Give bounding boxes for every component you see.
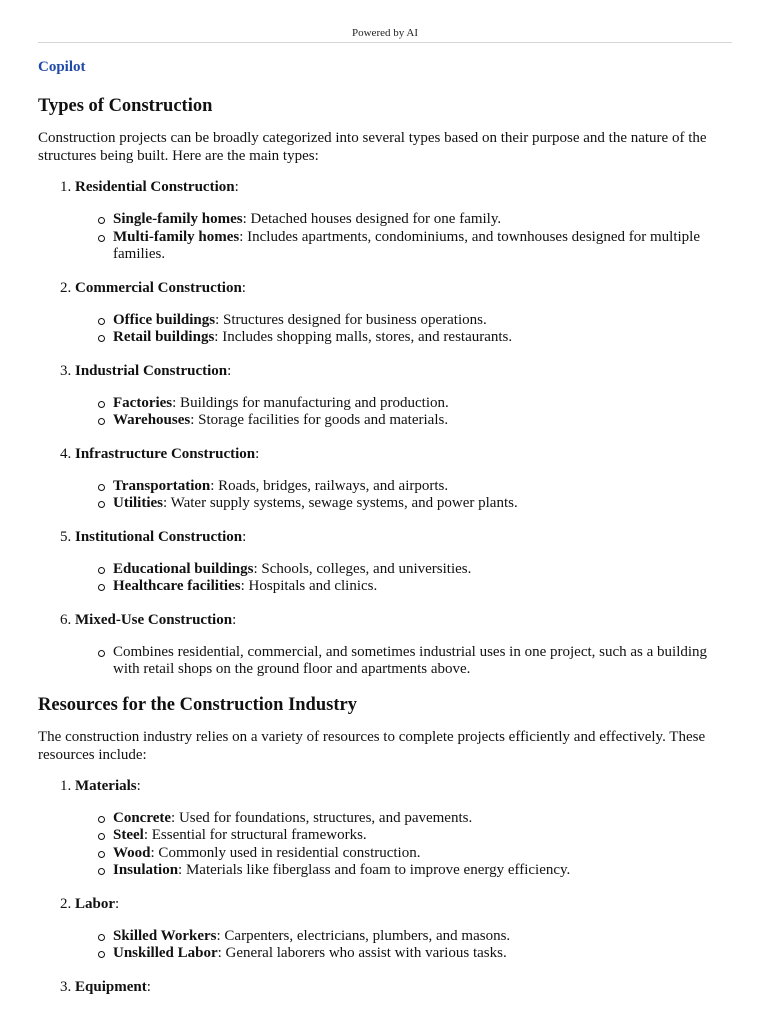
construction-type-item: 3. Industrial Construction: Factories: Buildings for manufacturing and production. Warehouses: Storage facilities for goods and materials.: [75, 362, 728, 430]
sublist-item-term: Insulation: [113, 862, 179, 878]
section-resources-title: Resources for the Construction Industry: [38, 694, 357, 715]
construction-type-item-title: Residential Construction: [75, 179, 235, 195]
powered-by-header: [38, 26, 732, 43]
construction-type-item-title: Commercial Construction: [75, 279, 242, 296]
resource-item-title: Materials: [75, 777, 137, 794]
sublist-item-description: : Structures designed for business operations.: [215, 311, 487, 328]
construction-types-list: [38, 178, 728, 679]
construction-type-sublist: [75, 478, 728, 513]
sublist-item: [113, 495, 728, 513]
resource-item-title: Labor: [75, 895, 116, 912]
sublist-item-description: : Schools, colleges, and universities.: [253, 560, 472, 577]
sublist-item-description: : Includes apartments, condominiums, and townhouses designed for multiple families.: [113, 228, 700, 262]
sublist-item-description: : Carpenters, electricians, plumbers, and masons.: [216, 927, 511, 944]
construction-type-item-title: Industrial Construction: [75, 362, 228, 379]
section-types-title: Types of Construction: [38, 96, 213, 116]
sublist-item-description: : Water supply systems, sewage systems, and power plants.: [163, 495, 518, 511]
sublist-item: [113, 945, 728, 963]
sublist-item: [113, 229, 728, 264]
sublist-item-description: : Roads, bridges, railways, and airports.: [210, 477, 449, 494]
powered-by-label: Powered by AI: [352, 27, 418, 39]
sublist-item: [113, 845, 728, 863]
sublist-item-term: Concrete: [113, 809, 172, 826]
construction-type-item-title: Institutional Construction: [75, 528, 243, 545]
sublist-item-term: Multi-family homes: [113, 228, 240, 245]
sublist-item-description: : Buildings for manufacturing and production.: [172, 394, 449, 411]
sublist-item-term: Unskilled Labor: [113, 945, 218, 961]
sublist-item: [113, 478, 728, 496]
sublist-item: [113, 329, 728, 347]
sublist-item-description: : Materials like fiberglass and foam to improve energy efficiency.: [178, 862, 571, 878]
sublist-item-term: Retail buildings: [113, 329, 215, 345]
construction-type-item: 5. Institutional Construction: Educational buildings: Schools, colleges, and universities. Healthcare facilities: Hospitals and clinics.: [75, 528, 728, 596]
sublist-item-description: : Storage facilities for goods and materials.: [190, 412, 449, 428]
message-content: [38, 57, 728, 1011]
sublist-item-description: : Detached houses designed for one family.: [242, 211, 502, 227]
sublist-item-term: Wood: [113, 844, 151, 861]
construction-type-item-title: Infrastructure Construction: [75, 445, 256, 462]
sublist-item-description: : Hospitals and clinics.: [240, 578, 378, 594]
construction-type-item: 1. Residential Construction: Single-family homes: Detached houses designed for one family. Multi-family homes: Includes apartments, condominiums, and townhouses designed for multiple families.: [75, 178, 728, 264]
sublist-item-description: Combines residential, commercial, and sometimes industrial uses in one project, such as a building with retail shops on the ground floor and apartments above.: [113, 643, 708, 677]
sublist-item-term: Warehouses: [113, 412, 191, 428]
construction-type-sublist: [75, 644, 728, 679]
construction-type-item: 4. Infrastructure Construction: Transportation: Roads, bridges, railways, and airports. Utilities: Water supply systems, sewage systems, and power plants.: [75, 445, 728, 513]
sublist-item-description: : Used for foundations, structures, and pavements.: [171, 809, 473, 826]
resource-item: 3. Equipment:: [75, 978, 728, 996]
sublist-item: [113, 862, 728, 880]
sublist-item: [113, 412, 728, 430]
resource-item: 1. Materials: Concrete: Used for foundations, structures, and pavements. Steel: Essential for structural frameworks. Wood: Commonly used in residential construction. Insulation: Materials like fiberglass and foam to improve energy efficiency.: [75, 777, 728, 880]
sublist-item-term: Healthcare facilities: [113, 578, 241, 594]
sublist-item: [113, 928, 728, 946]
sublist-item-description: : Includes shopping malls, stores, and restaurants.: [214, 329, 513, 345]
sublist-item: [113, 395, 728, 413]
construction-resources-list: [38, 777, 728, 996]
resource-item: 2. Labor: Skilled Workers: Carpenters, electricians, plumbers, and masons. Unskilled Labor: General laborers who assist with various tasks.: [75, 895, 728, 963]
sublist-item-term: Single-family homes: [113, 211, 243, 227]
construction-type-item-title: Mixed-Use Construction: [75, 611, 233, 628]
section-resources: [38, 694, 728, 996]
sublist-item: [113, 211, 728, 229]
resource-item-title: Equipment: [75, 978, 147, 995]
sublist-item-term: Utilities: [113, 495, 163, 511]
construction-type-item: 2. Commercial Construction: Office buildings: Structures designed for business operations. Retail buildings: Includes shopping malls, stores, and restaurants.: [75, 279, 728, 347]
construction-type-sublist: [75, 211, 728, 264]
sublist-item-description: : Essential for structural frameworks.: [143, 827, 367, 843]
sublist-item: [113, 561, 728, 579]
sublist-item: [113, 810, 728, 828]
construction-type-item: 6. Mixed-Use Construction: Combines residential, commercial, and sometimes industrial uses in one project, such as a building with retail shops on the ground floor and apartments above.: [75, 611, 728, 679]
sublist-item-description: : General laborers who assist with various tasks.: [217, 945, 507, 961]
copilot-brand: Copilot: [38, 59, 86, 75]
sublist-item-term: Educational buildings: [113, 560, 254, 577]
sublist-item-term: Steel: [113, 827, 144, 843]
sublist-item-term: Transportation: [113, 477, 211, 494]
sublist-item-description: : Commonly used in residential construction.: [150, 844, 421, 861]
section-resources-intro: The construction industry relies on a variety of resources to complete projects efficiently and effectively. These resources include:: [38, 728, 706, 763]
section-types-intro: Construction projects can be broadly categorized into several types based on their purpose and the nature of the structures being built. Here are the main types:: [38, 130, 707, 164]
construction-type-sublist: [75, 561, 728, 596]
sublist-item-term: Factories: [113, 394, 173, 411]
sublist-item-term: Skilled Workers: [113, 927, 217, 944]
resource-sublist: [75, 928, 728, 963]
sublist-item: [113, 312, 728, 330]
construction-type-sublist: [75, 312, 728, 347]
resource-sublist: [75, 810, 728, 880]
sublist-item-term: Office buildings: [113, 311, 216, 328]
construction-type-sublist: [75, 395, 728, 430]
sublist-item: [113, 578, 728, 596]
sublist-item: [113, 827, 728, 845]
sublist-item: [113, 644, 728, 679]
